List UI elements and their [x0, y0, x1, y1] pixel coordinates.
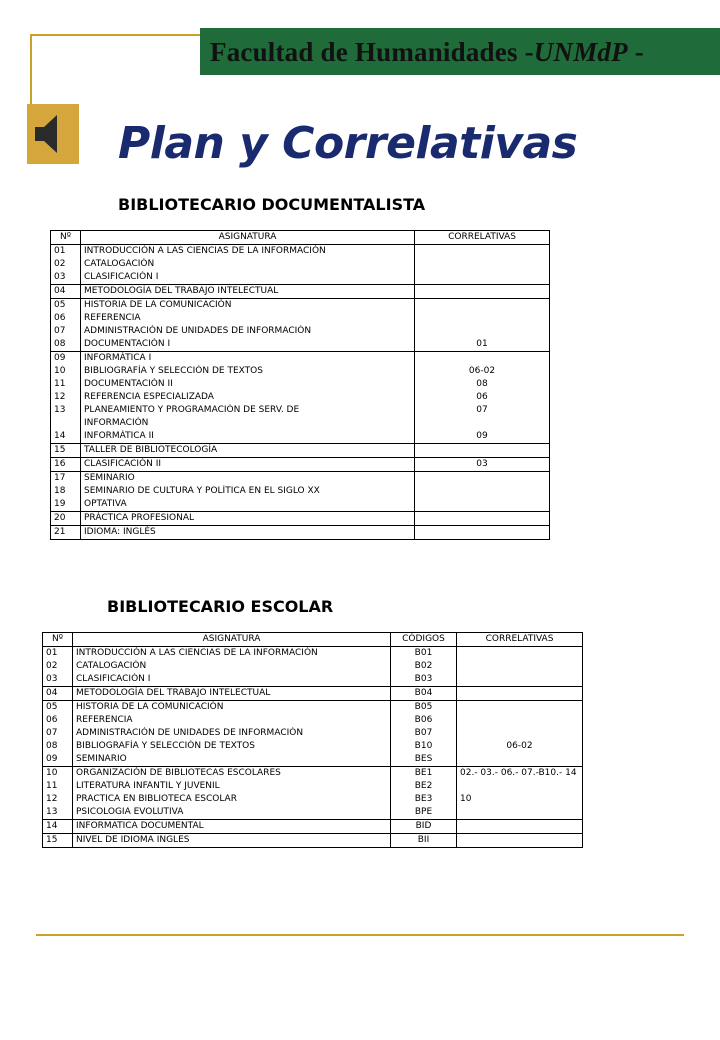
row-asignatura: INFORMACIÓN — [81, 417, 415, 430]
row-number: 20 — [51, 512, 81, 526]
row-number: 15 — [51, 444, 81, 458]
table-row — [43, 660, 583, 673]
row-asignatura: CLASIFICACIÓN II — [81, 458, 415, 472]
row-correlativas — [415, 299, 550, 313]
row-correlativas — [457, 647, 583, 661]
row-number: 03 — [51, 271, 81, 285]
row-correlativas: 09 — [415, 430, 550, 444]
table-row — [51, 458, 550, 472]
row-asignatura: BIBLIOGRAFÍA Y SELECCIÓN DE TEXTOS — [73, 740, 391, 753]
row-asignatura: INFORMÁTICA II — [81, 430, 415, 444]
row-correlativas: 03 — [415, 458, 550, 472]
row-number: 14 — [43, 820, 73, 834]
row-asignatura: ADMINISTRACIÓN DE UNIDADES DE INFORMACIÓN — [81, 325, 415, 338]
table-row — [51, 472, 550, 486]
table-row — [43, 714, 583, 727]
row-correlativas — [415, 258, 550, 271]
row-asignatura: SEMINARIO DE CULTURA Y POLÍTICA EN EL SIGLO XX — [81, 485, 415, 498]
header-suffix: - — [627, 37, 644, 67]
row-correlativas — [415, 472, 550, 486]
row-codigo: BES — [391, 753, 457, 767]
row-asignatura: ADMINISTRACIÓN DE UNIDADES DE INFORMACIÓN — [73, 727, 391, 740]
row-correlativas — [457, 820, 583, 834]
footer-line — [36, 934, 684, 936]
row-codigo: BID — [391, 820, 457, 834]
doc-table — [50, 230, 550, 540]
row-asignatura: OPTATIVA — [81, 498, 415, 512]
table-row — [43, 673, 583, 687]
row-number: 18 — [51, 485, 81, 498]
table-row — [51, 485, 550, 498]
accent-line-top — [30, 34, 202, 36]
row-asignatura: CATALOGACIÓN — [81, 258, 415, 271]
row-correlativas: 02.- 03.- 06.- 07.-B10.- 14 — [457, 767, 583, 781]
row-codigo: B04 — [391, 687, 457, 701]
row-number: 02 — [51, 258, 81, 271]
row-asignatura: CLASIFICACIÓN I — [81, 271, 415, 285]
row-number: 07 — [43, 727, 73, 740]
row-correlativas — [415, 245, 550, 259]
row-codigo: BE2 — [391, 780, 457, 793]
row-codigo: B05 — [391, 701, 457, 715]
row-number: 19 — [51, 498, 81, 512]
table-row — [51, 430, 550, 444]
table-row — [51, 312, 550, 325]
row-asignatura: DOCUMENTACIÓN I — [81, 338, 415, 352]
row-asignatura: INFORMÁTICA I — [81, 352, 415, 366]
row-number: 10 — [43, 767, 73, 781]
row-correlativas — [415, 325, 550, 338]
row-correlativas — [457, 727, 583, 740]
table-row — [51, 258, 550, 271]
row-asignatura: PLANEAMIENTO Y PROGRAMACIÓN DE SERV. DE — [81, 404, 415, 417]
row-number: 08 — [43, 740, 73, 753]
row-codigo: B01 — [391, 647, 457, 661]
row-asignatura: PSICOLOGIA EVOLUTIVA — [73, 806, 391, 820]
esc-header-codigos: CÓDIGOS — [391, 633, 457, 647]
row-correlativas — [457, 673, 583, 687]
table-row — [43, 727, 583, 740]
doc-header-asignatura: ASIGNATURA — [81, 231, 415, 245]
row-correlativas — [415, 498, 550, 512]
table-row — [43, 767, 583, 781]
table-row — [51, 325, 550, 338]
table-row — [43, 701, 583, 715]
table-row — [51, 498, 550, 512]
row-asignatura: METODOLOGÍA DEL TRABAJO INTELECTUAL — [81, 285, 415, 299]
row-number: 12 — [51, 391, 81, 404]
table-row — [51, 285, 550, 299]
row-asignatura: CATALOGACIÓN — [73, 660, 391, 673]
table-row — [51, 365, 550, 378]
row-codigo: BII — [391, 834, 457, 848]
esc-header-correlativas: CORRELATIVAS — [457, 633, 583, 647]
row-asignatura: METODOLOGÍA DEL TRABAJO INTELECTUAL — [73, 687, 391, 701]
row-asignatura: PRACTICA EN BIBLIOTECA ESCOLAR — [73, 793, 391, 806]
row-correlativas — [415, 512, 550, 526]
row-asignatura: LITERATURA INFANTIL Y JUVENIL — [73, 780, 391, 793]
esc-table — [42, 632, 583, 848]
row-number: 13 — [51, 404, 81, 417]
row-correlativas — [415, 285, 550, 299]
doc-table-header — [51, 231, 550, 245]
table-row — [51, 512, 550, 526]
row-correlativas — [457, 780, 583, 793]
row-correlativas — [457, 660, 583, 673]
row-asignatura: TALLER DE BIBLIOTECOLOGÍA — [81, 444, 415, 458]
table-row — [51, 444, 550, 458]
row-number: 01 — [51, 245, 81, 259]
table-row — [43, 753, 583, 767]
table-row — [43, 834, 583, 848]
row-asignatura: REFERENCIA ESPECIALIZADA — [81, 391, 415, 404]
row-asignatura: HISTORIA DE LA COMUNICACIÓN — [81, 299, 415, 313]
table-row — [43, 740, 583, 753]
row-correlativas — [415, 271, 550, 285]
row-asignatura: ORGANIZACIÓN DE BIBLIOTECAS ESCOLARES — [73, 767, 391, 781]
row-codigo: B02 — [391, 660, 457, 673]
row-correlativas — [457, 806, 583, 820]
row-number: 15 — [43, 834, 73, 848]
row-number: 08 — [51, 338, 81, 352]
row-number: 13 — [43, 806, 73, 820]
table-row — [43, 806, 583, 820]
row-number: 06 — [51, 312, 81, 325]
row-asignatura: INFORMATICA DOCUMENTAL — [73, 820, 391, 834]
row-number: 06 — [43, 714, 73, 727]
row-number: 05 — [43, 701, 73, 715]
row-correlativas: 01 — [415, 338, 550, 352]
row-correlativas — [415, 312, 550, 325]
row-asignatura: PRÁCTICA PROFESIONAL — [81, 512, 415, 526]
row-asignatura: REFERENCIA — [81, 312, 415, 325]
row-asignatura: REFERENCIA — [73, 714, 391, 727]
row-asignatura: SEMINARIO — [73, 753, 391, 767]
accent-line-left — [30, 34, 32, 106]
row-correlativas — [457, 714, 583, 727]
doc-section-title: BIBLIOTECARIO DOCUMENTALISTA — [118, 195, 426, 214]
speaker-icon — [27, 104, 79, 164]
row-asignatura: SEMINARIO — [81, 472, 415, 486]
table-row — [43, 793, 583, 806]
row-correlativas: 06-02 — [457, 740, 583, 753]
row-asignatura: DOCUMENTACIÓN II — [81, 378, 415, 391]
row-number: 04 — [51, 285, 81, 299]
row-asignatura: INTRODUCCIÓN A LAS CIENCIAS DE LA INFORMACIÓN — [81, 245, 415, 259]
row-number: 14 — [51, 430, 81, 444]
table-row — [51, 245, 550, 259]
row-number: 09 — [51, 352, 81, 366]
table-row — [51, 378, 550, 391]
esc-section-title: BIBLIOTECARIO ESCOLAR — [107, 597, 334, 616]
doc-header-correlativas: CORRELATIVAS — [415, 231, 550, 245]
row-number: 10 — [51, 365, 81, 378]
table-row — [51, 391, 550, 404]
header-text — [210, 37, 644, 68]
row-number: 12 — [43, 793, 73, 806]
row-asignatura: HISTORIA DE LA COMUNICACIÓN — [73, 701, 391, 715]
slide-title: Plan y Correlativas — [118, 118, 578, 169]
row-correlativas — [457, 834, 583, 848]
row-correlativas: 08 — [415, 378, 550, 391]
speaker-button[interactable] — [27, 104, 79, 164]
row-correlativas — [415, 485, 550, 498]
doc-header-num: Nº — [51, 231, 81, 245]
header-institution: UNMdP — [533, 37, 628, 67]
row-asignatura: CLASIFICACIÓN I — [73, 673, 391, 687]
row-number — [51, 417, 81, 430]
row-correlativas: 06 — [415, 391, 550, 404]
row-codigo: BPE — [391, 806, 457, 820]
table-row — [51, 352, 550, 366]
header-prefix: Facultad de Humanidades - — [210, 37, 534, 67]
row-number: 02 — [43, 660, 73, 673]
row-asignatura: INTRODUCCIÓN A LAS CIENCIAS DE LA INFORMACIÓN — [73, 647, 391, 661]
table-row — [43, 820, 583, 834]
esc-table-header — [43, 633, 583, 647]
esc-header-asignatura: ASIGNATURA — [73, 633, 391, 647]
row-codigo: B03 — [391, 673, 457, 687]
table-row — [51, 271, 550, 285]
row-number: 16 — [51, 458, 81, 472]
row-number: 11 — [43, 780, 73, 793]
row-asignatura: NIVEL DE IDIOMA INGLES — [73, 834, 391, 848]
row-number: 11 — [51, 378, 81, 391]
row-correlativas: 06-02 — [415, 365, 550, 378]
esc-header-num: Nº — [43, 633, 73, 647]
table-row — [51, 417, 550, 430]
table-row — [51, 404, 550, 417]
table-row — [51, 299, 550, 313]
row-number: 17 — [51, 472, 81, 486]
row-number: 21 — [51, 526, 81, 540]
row-number: 01 — [43, 647, 73, 661]
row-correlativas — [415, 352, 550, 366]
table-row — [43, 647, 583, 661]
row-correlativas — [457, 753, 583, 767]
table-row — [43, 687, 583, 701]
row-codigo: B10 — [391, 740, 457, 753]
row-codigo: BE3 — [391, 793, 457, 806]
table-row — [51, 338, 550, 352]
row-correlativas — [415, 444, 550, 458]
row-correlativas: 10 — [457, 793, 583, 806]
table-row — [51, 526, 550, 540]
row-number: 07 — [51, 325, 81, 338]
row-correlativas — [457, 701, 583, 715]
row-codigo: BE1 — [391, 767, 457, 781]
row-number: 05 — [51, 299, 81, 313]
row-asignatura: BIBLIOGRAFÍA Y SELECCIÓN DE TEXTOS — [81, 365, 415, 378]
row-correlativas — [415, 526, 550, 540]
row-codigo: B07 — [391, 727, 457, 740]
row-number: 09 — [43, 753, 73, 767]
row-codigo: B06 — [391, 714, 457, 727]
row-asignatura: IDIOMA: INGLÉS — [81, 526, 415, 540]
row-correlativas — [415, 417, 550, 430]
row-correlativas: 07 — [415, 404, 550, 417]
row-number: 04 — [43, 687, 73, 701]
row-correlativas — [457, 687, 583, 701]
table-row — [43, 780, 583, 793]
row-number: 03 — [43, 673, 73, 687]
